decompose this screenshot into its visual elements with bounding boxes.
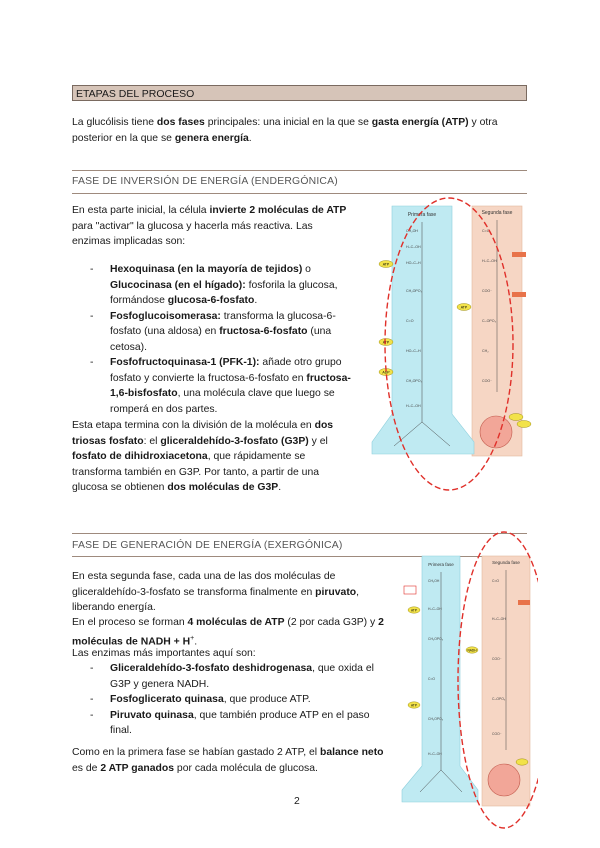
left-column-label: Primera fase	[407, 212, 437, 218]
svg-text:COO⁻: COO⁻	[482, 379, 493, 383]
svg-text:ATP: ATP	[382, 340, 390, 345]
svg-text:H–C–OH: H–C–OH	[492, 617, 506, 621]
label-box	[404, 586, 416, 594]
svg-text:H–C–OH: H–C–OH	[482, 259, 497, 263]
svg-text:ATP: ATP	[411, 703, 417, 708]
svg-text:H–C–OH: H–C–OH	[428, 607, 442, 611]
svg-text:COO⁻: COO⁻	[482, 289, 493, 293]
svg-text:CH₂OPO₃: CH₂OPO₃	[406, 289, 423, 293]
svg-text:NADH: NADH	[467, 648, 477, 653]
first-phase-column	[372, 206, 474, 454]
svg-text:CH₂OH: CH₂OH	[406, 229, 418, 233]
phase2-products: En el proceso se forman 4 moléculas de ATP (2 por cada G3P) y 2 moléculas de NADH + H+.	[72, 617, 384, 647]
intro-paragraph: La glucólisis tiene dos fases principales: una inicial en la que se gasta energía (ATP) y otra posterior en la que se genera energía.	[72, 117, 498, 144]
glycolysis-diagram-phase2	[398, 530, 538, 830]
list-item: - Fosfofructoquinasa-1 (PFK-1): añade otro grupo fosfato y convierte la fructosa-6-fosfato en fructosa-1,6-bisfosfato, una molécula clave que luego se romperá en dos partes.	[90, 357, 351, 415]
list-item: - Piruvato quinasa, que también produce ATP en el paso final.	[90, 709, 370, 736]
svg-text:ATP: ATP	[460, 305, 468, 310]
svg-text:C=O: C=O	[482, 229, 490, 233]
phase2-enzymes-intro: Las enzimas más importantes aquí son:	[72, 648, 256, 659]
list-item: - Gliceraldehído-3-fosfato deshidrogenasa, que oxida el G3P y genera NADH.	[90, 663, 374, 690]
phase2-heading: FASE DE GENERACIÓN DE ENERGÍA (EXERGÓNICA)	[72, 540, 343, 551]
svg-text:H–C–OH: H–C–OH	[406, 245, 421, 249]
svg-text:C–OPO₃: C–OPO₃	[482, 319, 497, 323]
list-item: - Hexoquinasa (en la mayoría de tejidos) o Glucocinasa (en el hígado): fosforila la glucosa, formándose glucosa-6-fosfato.	[90, 264, 338, 306]
mitochondrion-circle	[488, 764, 520, 796]
svg-text:ATP: ATP	[411, 608, 417, 613]
phase2-intro: En esta segunda fase, cada una de las dos moléculas de gliceraldehído-3-fosfato se transforma finalmente en piruvato, liberando energía.	[72, 571, 360, 613]
phase2-balance: Como en la primera fase se habían gastado 2 ATP, el balance neto es de 2 ATP ganados por cada molécula de glucosa.	[72, 747, 384, 774]
phase1-conclusion: Esta etapa termina con la división de la molécula en dos triosas fosfato: el gliceraldehído-3-fosfato (G3P) y el fosfato de dihidroxiacetona, que rápidamente se transforma también en G3P. Por tanto, a partir de una glucosa se obtienen dos moléculas de G3P.	[72, 420, 334, 493]
svg-text:H–C–OH: H–C–OH	[406, 404, 421, 408]
phase1-enzyme-list	[90, 262, 354, 417]
list-item: - Fosfoglicerato quinasa, que produce ATP.	[90, 694, 311, 705]
phase1-top-rule	[72, 170, 527, 171]
svg-text:H–C–OH: H–C–OH	[428, 752, 442, 756]
page-number: 2	[294, 796, 300, 807]
svg-text:C=O: C=O	[406, 319, 414, 323]
svg-text:HO–C–H: HO–C–H	[406, 261, 421, 265]
svg-text:COO⁻: COO⁻	[492, 732, 502, 736]
svg-text:HO–C–H: HO–C–H	[406, 349, 421, 353]
svg-text:ADP: ADP	[382, 370, 390, 375]
phase2-enzyme-list	[90, 661, 390, 739]
svg-text:CH₂: CH₂	[482, 349, 489, 353]
glycolysis-diagram-phase1	[364, 192, 534, 492]
label-chip	[512, 292, 526, 297]
phase1-heading: FASE DE INVERSIÓN DE ENERGÍA (ENDERGÓNICA)	[72, 176, 338, 187]
svg-text:CH₂OH: CH₂OH	[428, 579, 440, 583]
section-title: ETAPAS DEL PROCESO	[76, 88, 195, 100]
section-title-bar	[72, 85, 527, 101]
svg-text:C=O: C=O	[428, 677, 436, 681]
svg-text:COO⁻: COO⁻	[492, 657, 502, 661]
svg-text:C–OPO₃: C–OPO₃	[492, 697, 506, 701]
svg-text:CH₂OPO₃: CH₂OPO₃	[428, 717, 444, 721]
svg-text:C=O: C=O	[492, 579, 500, 583]
right-column-label: Segunda fase	[492, 560, 520, 565]
left-column-label: Primera fase	[428, 562, 454, 567]
svg-text:ATP: ATP	[382, 262, 390, 267]
svg-text:CH₂OPO₃: CH₂OPO₃	[406, 379, 423, 383]
right-column-label: Segunda fase	[481, 210, 513, 216]
label-chip	[518, 600, 530, 605]
list-item: - Fosfoglucoisomerasa: transforma la glucosa-6-fosfato (una aldosa) en fructosa-6-fosfato (una cetosa).	[90, 310, 336, 353]
phase1-intro: En esta parte inicial, la célula invierte 2 moléculas de ATP para "activar" la glucosa y hacerla más reactiva. Las enzimas implicadas son:	[72, 205, 347, 247]
label-chip	[512, 252, 526, 257]
svg-text:CH₂OPO₃: CH₂OPO₃	[428, 637, 444, 641]
